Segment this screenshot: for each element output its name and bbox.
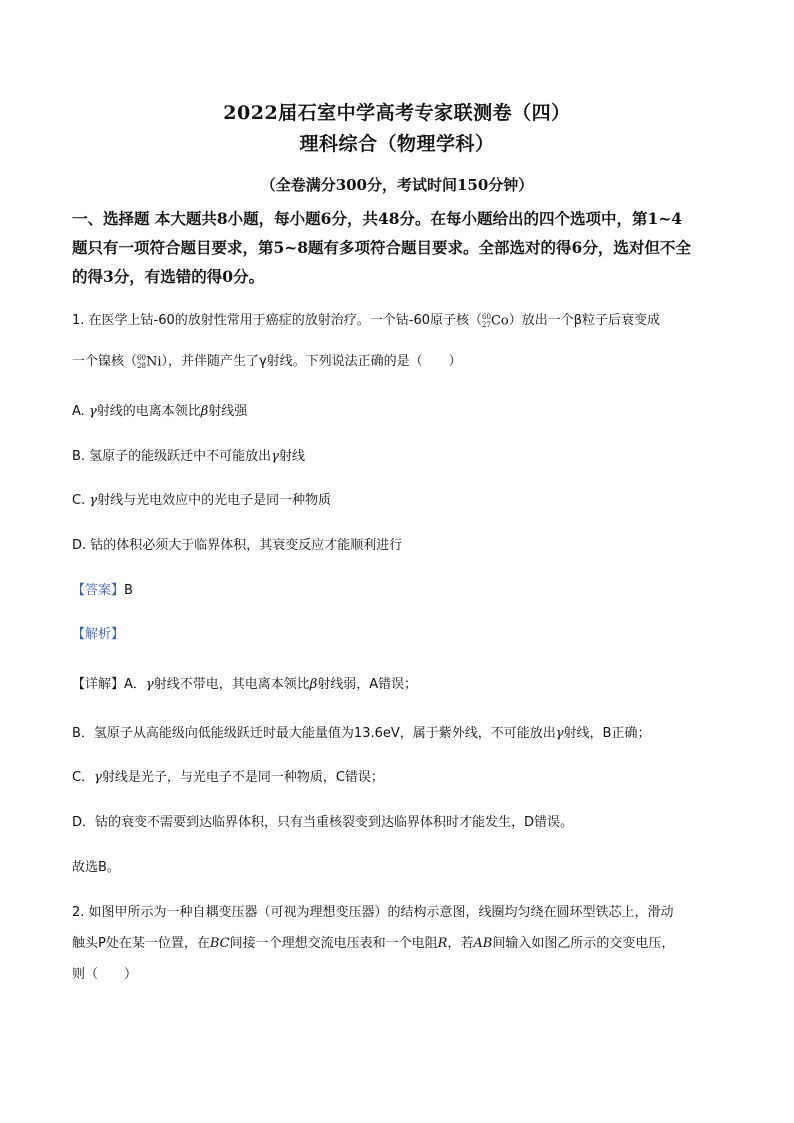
q1-conclusion: 故选B。 xyxy=(72,860,120,875)
q1-option-b: B. 氢原子的能级跃迁中不可能放出γ射线 xyxy=(72,449,305,464)
q1-detail-d: D．钴的衰变不需要到达临界体积，只有当重核裂变到达临界体积时才能发生，D错误。 xyxy=(72,815,574,830)
q2-stem-line3: 则（ ） xyxy=(72,967,138,982)
nickel-nuclide: 60 28 Ni xyxy=(137,353,162,370)
section-heading-line2: 题只有一项符合题目要求，第5~8题有多项符合题目要求。全部选对的得6分，选对但不全 xyxy=(72,238,691,257)
q1-analysis-tag: 【解析】 xyxy=(72,627,125,642)
section-heading-line1: 一、选择题 本大题共8小题，每小题6分，共48分。在每小题给出的四个选项中，第1~4 xyxy=(72,209,683,228)
cobalt-nuclide: 60 27 Co xyxy=(482,312,509,329)
q1-detail-c: C．γ射线是光子，与光电子不是同一种物质，C错误； xyxy=(72,770,384,785)
q1-stem-line1: 1. 在医学上钴-60的放射性常用于癌症的放射治疗。一个钴-60原子核（ 60 27 Co）放出一个β粒子后衰变成 xyxy=(72,312,661,329)
answer-tag: 【答案】 xyxy=(72,583,125,598)
q1-detail-b: B．氢原子从高能级向低能级跃迁时最大能量值为13.6eV，属于紫外线，不可能放出γ射线，B正确； xyxy=(72,726,651,741)
section-heading-line3: 的得3分，有选错的得0分。 xyxy=(72,267,265,286)
q2-stem-line2: 触头P处在某一位置，在BC间接一个理想交流电压表和一个电阻R，若AB间输入如图乙所示的交变电压， xyxy=(72,936,675,951)
section-heading xyxy=(72,204,724,291)
exam-info: （全卷满分300分，考试时间150分钟） xyxy=(260,176,534,194)
q1-option-a: A. γ射线的电离本领比β射线强 xyxy=(72,404,248,419)
q1-stem-line2: 一个镍核（ 60 28 Ni），并伴随产生了γ射线。下列说法正确的是（ ） xyxy=(72,353,462,370)
q2-stem-line1: 2. 如图甲所示为一种自耦变压器（可视为理想变压器）的结构示意图，线圈均匀绕在圆环型铁芯上，滑动 xyxy=(72,905,674,920)
q1-option-d: D. 钴的体积必须大于临界体积，其衰变反应才能顺利进行 xyxy=(72,538,403,553)
q1-option-c: C. γ射线与光电效应中的光电子是同一种物质 xyxy=(72,493,332,508)
exam-title: 2022届石室中学高考专家联测卷（四） xyxy=(223,102,571,124)
q1-detail-a: 【详解】A．γ射线不带电，其电离本领比β射线弱，A错误； xyxy=(72,677,418,692)
answer-value: B xyxy=(124,583,133,598)
subject-title: 理科综合（物理学科） xyxy=(299,133,495,155)
q1-answer xyxy=(72,579,732,598)
